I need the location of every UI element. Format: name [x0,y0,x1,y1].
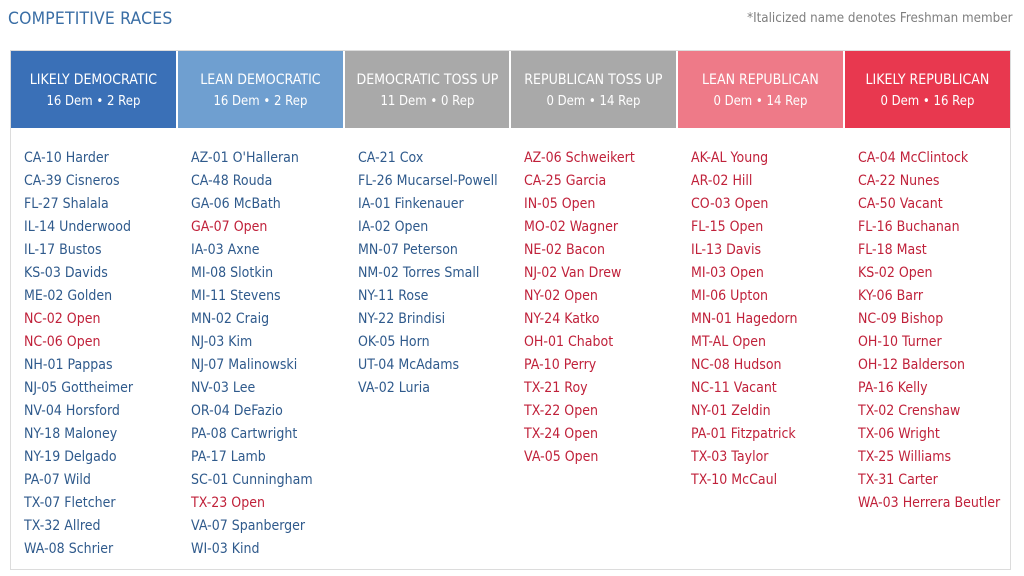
column-lean-republican [676,51,843,569]
race-link[interactable]: MO-02 Wagner [524,219,619,235]
race-link[interactable]: WA-08 Schrier [24,541,114,557]
column-header-democratic-toss-up [345,51,510,128]
race-link[interactable]: TX-32 Allred [24,518,101,534]
column-header-lean-democratic [178,51,343,128]
race-link[interactable]: OK-05 Horn [357,334,430,350]
column-count: 0 Dem • 14 Rep [546,94,641,109]
race-link[interactable]: FL-18 Mast [858,242,927,258]
race-link[interactable]: IL-13 Davis [691,242,762,258]
race-link[interactable]: MN-01 Hagedorn [691,311,798,327]
race-link[interactable]: NE-02 Bacon [524,242,606,258]
race-link[interactable]: VA-07 Spanberger [190,518,305,534]
race-link[interactable]: NY-02 Open [524,288,599,304]
race-link[interactable]: AR-02 Hill [691,173,753,189]
race-link[interactable]: VA-02 Luria [357,380,430,396]
race-link[interactable]: PA-17 Lamb [190,449,266,465]
column-lean-democratic [176,51,343,569]
race-link[interactable]: CA-48 Rouda [190,173,273,189]
race-link[interactable]: NY-01 Zeldin [691,403,771,419]
race-link[interactable]: UT-04 McAdams [357,357,459,373]
race-link[interactable]: TX-23 Open [190,495,265,511]
column-count: 0 Dem • 16 Rep [880,94,975,109]
ratings-table [10,50,1011,570]
column-header-likely-republican [845,51,1010,128]
race-link[interactable]: NY-11 Rose [357,288,429,304]
column-title: LEAN REPUBLICAN [702,72,820,88]
race-link[interactable]: PA-10 Perry [524,357,597,373]
column-count: 16 Dem • 2 Rep [46,94,141,109]
race-link[interactable]: FL-27 Shalala [24,196,109,212]
race-link[interactable]: CA-39 Cisneros [24,173,120,189]
race-link[interactable]: NY-18 Maloney [24,426,118,442]
column-title: DEMOCRATIC TOSS UP [356,72,498,88]
column-header-republican-toss-up [511,51,676,128]
race-link[interactable]: PA-16 Kelly [858,380,928,396]
race-link[interactable]: TX-25 Williams [858,449,952,465]
race-link[interactable]: GA-06 McBath [190,196,281,212]
race-link[interactable]: MI-11 Stevens [190,288,281,304]
race-link[interactable]: IA-02 Open [357,219,428,235]
race-link[interactable]: NJ-02 Van Drew [524,265,622,281]
race-list [178,128,343,561]
race-link[interactable]: TX-22 Open [524,403,599,419]
race-link[interactable]: GA-07 Open [190,219,268,235]
race-link[interactable]: TX-03 Taylor [691,449,769,465]
column-header-likely-democratic [11,51,176,128]
race-list [11,128,176,561]
race-link[interactable]: WA-03 Herrera Beutler [858,495,1001,511]
race-link[interactable]: MI-08 Slotkin [190,265,273,281]
race-link[interactable]: NC-06 Open [24,334,101,350]
column-likely-republican [843,51,1010,569]
race-link[interactable]: NM-02 Torres Small [357,265,479,281]
race-link[interactable]: CA-25 Garcia [524,173,607,189]
race-link[interactable]: NJ-07 Malinowski [190,357,298,373]
race-link[interactable]: NV-04 Horsford [24,403,120,419]
race-link[interactable]: TX-10 McCaul [691,472,778,488]
race-link[interactable]: NV-03 Lee [190,380,256,396]
page-title: COMPETITIVE RACES [8,9,173,29]
race-link[interactable]: TX-06 Wright [858,426,940,442]
column-count: 11 Dem • 0 Rep [380,94,475,109]
column-title: LEAN DEMOCRATIC [200,72,321,88]
race-link[interactable]: CA-21 Cox [357,150,423,166]
race-link[interactable]: IA-01 Finkenauer [357,196,464,212]
race-link[interactable]: OH-12 Balderson [858,357,966,373]
race-link[interactable]: NC-08 Hudson [691,357,782,373]
race-link[interactable]: CA-04 McClintock [858,150,969,166]
column-title: LIKELY DEMOCRATIC [29,72,158,88]
freshman-note: *Italicized name denotes Freshman member [747,11,1013,26]
race-link[interactable]: NC-09 Bishop [858,311,944,327]
column-democratic-toss-up [343,51,510,569]
race-link[interactable]: MI-03 Open [691,265,765,281]
race-link[interactable]: WI-03 Kind [190,541,260,557]
race-link[interactable]: NH-01 Pappas [24,357,113,373]
race-link[interactable]: FL-16 Buchanan [858,219,960,235]
race-link[interactable]: IL-14 Underwood [24,219,131,235]
column-likely-democratic [11,51,176,569]
race-link[interactable]: FL-15 Open [691,219,764,235]
race-link[interactable]: MT-AL Open [691,334,767,350]
race-list [345,128,510,400]
race-link[interactable]: PA-08 Cartwright [190,426,298,442]
race-link[interactable]: FL-26 Mucarsel-Powell [357,173,498,189]
race-link[interactable]: IL-17 Bustos [24,242,102,258]
race-link[interactable]: OH-10 Turner [858,334,942,350]
race-link[interactable]: IN-05 Open [524,196,596,212]
race-link[interactable]: AK-AL Young [691,150,769,166]
race-list [511,128,676,469]
race-link[interactable]: NY-19 Delgado [24,449,117,465]
race-link[interactable]: NJ-05 Gottheimer [24,380,134,396]
race-link[interactable]: MI-06 Upton [691,288,769,304]
race-link[interactable]: PA-07 Wild [24,472,91,488]
race-link[interactable]: NC-02 Open [24,311,101,327]
race-link[interactable]: OH-01 Chabot [524,334,614,350]
column-count: 0 Dem • 14 Rep [713,94,808,109]
column-count: 16 Dem • 2 Rep [213,94,308,109]
column-title: LIKELY REPUBLICAN [865,72,990,88]
column-title: REPUBLICAN TOSS UP [524,72,663,88]
race-link[interactable]: CA-50 Vacant [858,196,943,212]
race-link[interactable]: IA-03 Axne [190,242,260,258]
race-link[interactable]: ME-02 Golden [24,288,113,304]
race-link[interactable]: CO-03 Open [691,196,769,212]
column-republican-toss-up [509,51,676,569]
race-link[interactable]: NY-22 Brindisi [357,311,445,327]
race-link[interactable]: MN-07 Peterson [357,242,458,258]
race-link[interactable]: SC-01 Cunningham [190,472,313,488]
race-link[interactable]: AZ-06 Schweikert [524,150,636,166]
race-link[interactable]: TX-02 Crenshaw [858,403,961,419]
race-list [678,128,843,492]
race-link[interactable]: NY-24 Katko [524,311,600,327]
race-link[interactable]: TX-31 Carter [858,472,939,488]
race-link[interactable]: PA-01 Fitzpatrick [691,426,796,442]
race-list [845,128,1010,515]
race-link[interactable]: CA-22 Nunes [858,173,940,189]
race-link[interactable]: OR-04 DeFazio [190,403,283,419]
race-link[interactable]: KY-06 Barr [858,288,924,304]
race-link[interactable]: VA-05 Open [524,449,599,465]
race-link[interactable]: TX-24 Open [524,426,599,442]
race-link[interactable]: CA-10 Harder [24,150,109,166]
race-link[interactable]: KS-02 Open [858,265,933,281]
race-link[interactable]: TX-21 Roy [524,380,589,396]
race-link[interactable]: AZ-01 O'Halleran [190,150,299,166]
race-link[interactable]: TX-07 Fletcher [24,495,116,511]
column-header-lean-republican [678,51,843,128]
race-link[interactable]: NJ-03 Kim [190,334,253,350]
race-link[interactable]: MN-02 Craig [190,311,269,327]
race-link[interactable]: KS-03 Davids [24,265,108,281]
race-link[interactable]: NC-11 Vacant [691,380,778,396]
